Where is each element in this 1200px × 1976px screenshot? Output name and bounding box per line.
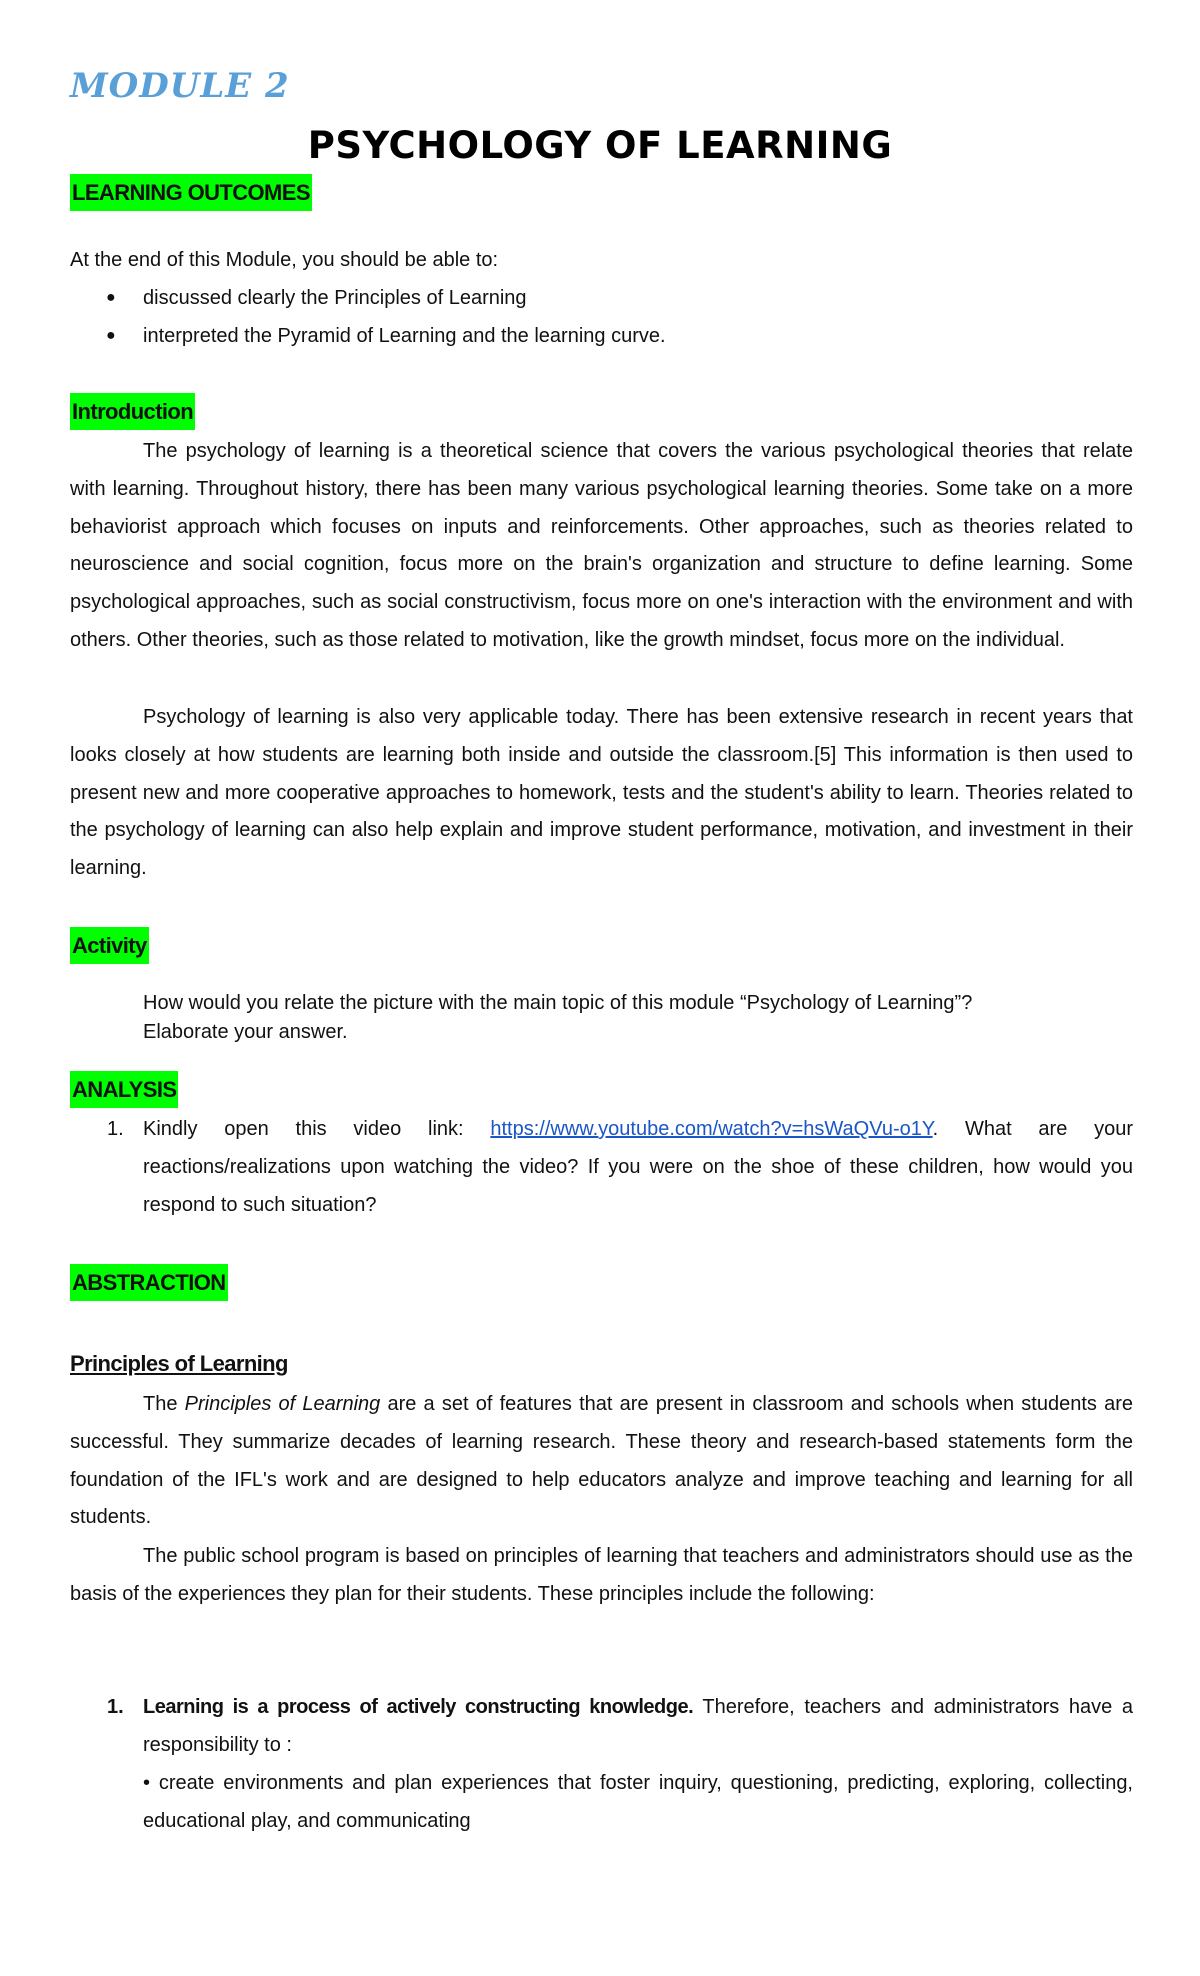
analysis-item-number: 1. [107, 1118, 124, 1140]
principles-term: Principles of Learning [184, 1393, 381, 1415]
activity-heading-text: Activity [70, 927, 149, 964]
bullet-icon: ● [106, 289, 116, 306]
analysis-item [107, 1110, 1134, 1224]
principles-subheading: Principles of Learning [70, 1351, 288, 1376]
introduction-heading-text: Introduction [70, 393, 195, 430]
introduction-heading [70, 397, 195, 427]
principle-item-text: Therefore, teachers and administrators have a responsibility to : [143, 1696, 1133, 1756]
principles-paragraph-2-text: The public school program is based on principles of learning that teachers and administrators should use as the basis of the experiences they plan for their students. These principles include the following: [70, 1545, 1133, 1605]
analysis-item-text: Kindly open this video link: [143, 1118, 491, 1140]
abstraction-heading-text: ABSTRACTION [70, 1264, 228, 1301]
activity-question: How would you relate the picture with the main topic of this module “Psychology of Learning”? [143, 992, 973, 1014]
principle-item-title: Learning is a process of actively constructing knowledge. [143, 1696, 694, 1718]
introduction-paragraph-2 [70, 699, 1133, 888]
outcomes-lead: At the end of this Module, you should be able to: [70, 249, 499, 271]
outcome-item-text: discussed clearly the Principles of Learning [143, 287, 527, 309]
principles-paragraph-1-lead: The [143, 1393, 185, 1415]
principle-item [107, 1688, 1133, 1764]
principles-paragraph-1 [70, 1386, 1133, 1537]
outcome-item-text: interpreted the Pyramid of Learning and the learning curve. [143, 325, 666, 347]
abstraction-heading [70, 1268, 228, 1298]
activity-instruction: Elaborate your answer. [143, 1021, 348, 1043]
analysis-item-text-continued: . What are your reactions/realizations upon watching the video? If you were on the shoe of these children, how would you respond to such situation? [143, 1118, 1134, 1216]
analysis-heading-text: ANALYSIS [70, 1071, 178, 1108]
principle-subitem: • create environments and plan experiences that foster inquiry, questioning, predicting, exploring, collecting, educational play, and communicating [143, 1772, 1133, 1832]
page-title: PSYCHOLOGY OF LEARNING [307, 124, 893, 167]
module-label: MODULE 2 [70, 66, 290, 106]
principles-paragraph-1-text: are a set of features that are present in classroom and schools when students are successful. They summarize decades of learning research. These theory and research-based statements form the foundation of the IFL's work and are designed to help educators analyze and improve teaching and learning for all students. [70, 1393, 1133, 1529]
video-link[interactable]: https://www.youtube.com/watch?v=hsWaQVu-o1Y [490, 1118, 933, 1140]
introduction-paragraph-1 [70, 433, 1133, 660]
principle-item-number: 1. [107, 1696, 124, 1718]
bullet-icon: ● [106, 327, 116, 344]
introduction-paragraph-1-text: The psychology of learning is a theoretical science that covers the various psychological theories that relate with learning. Throughout history, there has been many various psychological learning theories. Some take on a more behaviorist approach which focuses on inputs and reinforcements. Other approaches, such as theories related to neuroscience and social cognition, focus more on the brain's organization and structure to define learning. Some psychological approaches, such as social constructivism, focus more on one's interaction with the environment and with others. Other theories, such as those related to motivation, like the growth mindset, focus more on the individual. [70, 440, 1133, 651]
principles-paragraph-2 [70, 1538, 1133, 1614]
analysis-heading [70, 1075, 178, 1105]
activity-heading [70, 931, 149, 961]
learning-outcomes-heading-text: LEARNING OUTCOMES [70, 174, 312, 211]
learning-outcomes-heading [70, 178, 312, 208]
introduction-paragraph-2-text: Psychology of learning is also very applicable today. There has been extensive research in recent years that looks closely at how students are learning both inside and outside the classroom.[5] This information is then used to present new and more cooperative approaches to homework, tests and the student's ability to learn. Theories related to the psychology of learning can also help explain and improve student performance, motivation, and investment in their learning. [70, 706, 1133, 880]
